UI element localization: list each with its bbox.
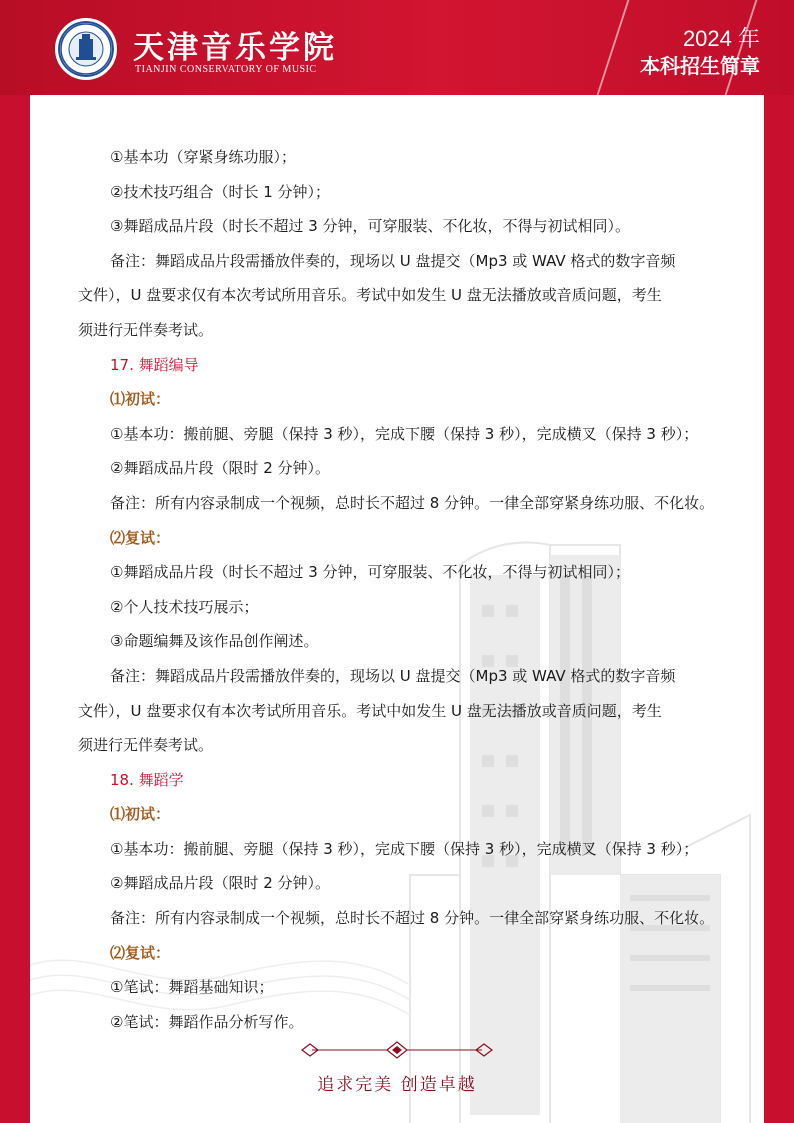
- section-heading: 18. 舞蹈学: [110, 770, 184, 789]
- body-line: ③命题编舞及该作品创作阐述。: [110, 632, 319, 651]
- brochure-year: 2024 年: [682, 26, 760, 51]
- subsection-heading: ⑵复试：: [110, 943, 171, 962]
- body-line: ②舞蹈成品片段（限时 2 分钟）。: [110, 874, 331, 893]
- brochure-title: 本科招生简章: [640, 54, 760, 78]
- body-line: ②舞蹈成品片段（限时 2 分钟）。: [110, 459, 331, 478]
- header-divider: [597, 0, 630, 95]
- subsection-heading: ⑴初试：: [110, 805, 171, 824]
- body-line: ①基本功：搬前腿、旁腿（保持 3 秒），完成下腰（保持 3 秒），完成横叉（保持 3 秒）；: [110, 424, 699, 443]
- body-line: ①舞蹈成品片段（时长不超过 3 分钟，可穿服装、不化妆，不得与初试相同）；: [110, 563, 631, 582]
- body-line: 须进行无伴奏考试。: [78, 736, 214, 755]
- diamond-ornament-icon: [300, 1040, 494, 1060]
- body-line: ②技术技巧组合（时长 1 分钟）；: [110, 182, 331, 201]
- school-name-cn: 天津音乐学院: [133, 30, 337, 66]
- body-line: ①基本功（穿紧身练功服）；: [110, 148, 296, 166]
- school-name-en: TIANJIN CONSERVATORY OF MUSIC: [135, 64, 317, 75]
- section-heading: 17. 舞蹈编导: [110, 355, 199, 374]
- footer-slogan: 追求完美 创造卓越: [317, 1075, 477, 1095]
- body-line: ①笔试：舞蹈基础知识；: [110, 978, 274, 997]
- body-line: 备注：舞蹈成品片段需播放伴奏的，现场以 U 盘提交（Mp3 或 WAV 格式的数字音频: [110, 666, 676, 685]
- body-line: 备注：所有内容录制成一个视频，总时长不超过 8 分钟。一律全部穿紧身练功服、不化妆。: [110, 493, 715, 512]
- exam-requirements-text: [30, 140, 764, 1039]
- body-line: ②个人技术技巧展示；: [110, 597, 259, 616]
- school-seal-icon: [55, 18, 117, 80]
- body-line: 文件），U 盘要求仅有本次考试所用音乐。考试中如发生 U 盘无法播放或音质问题，考生: [78, 286, 662, 305]
- body-line: ①基本功：搬前腿、旁腿（保持 3 秒），完成下腰（保持 3 秒），完成横叉（保持 3 秒）；: [110, 839, 699, 858]
- body-line: 备注：所有内容录制成一个视频，总时长不超过 8 分钟。一律全部穿紧身练功服、不化妆。: [110, 909, 715, 928]
- body-line: ③舞蹈成品片段（时长不超过 3 分钟，可穿服装、不化妆，不得与初试相同）。: [110, 217, 631, 236]
- header-banner: [0, 0, 794, 95]
- subsection-heading: ⑵复试：: [110, 528, 171, 547]
- subsection-heading: ⑴初试：: [110, 390, 171, 409]
- body-line: 须进行无伴奏考试。: [78, 320, 214, 339]
- body-line: ②笔试：舞蹈作品分析写作。: [110, 1012, 304, 1031]
- document-page: [30, 95, 764, 1123]
- body-line: 文件），U 盘要求仅有本次考试所用音乐。考试中如发生 U 盘无法播放或音质问题，考生: [78, 701, 662, 720]
- body-line: 备注：舞蹈成品片段需播放伴奏的，现场以 U 盘提交（Mp3 或 WAV 格式的数字音频: [110, 251, 676, 270]
